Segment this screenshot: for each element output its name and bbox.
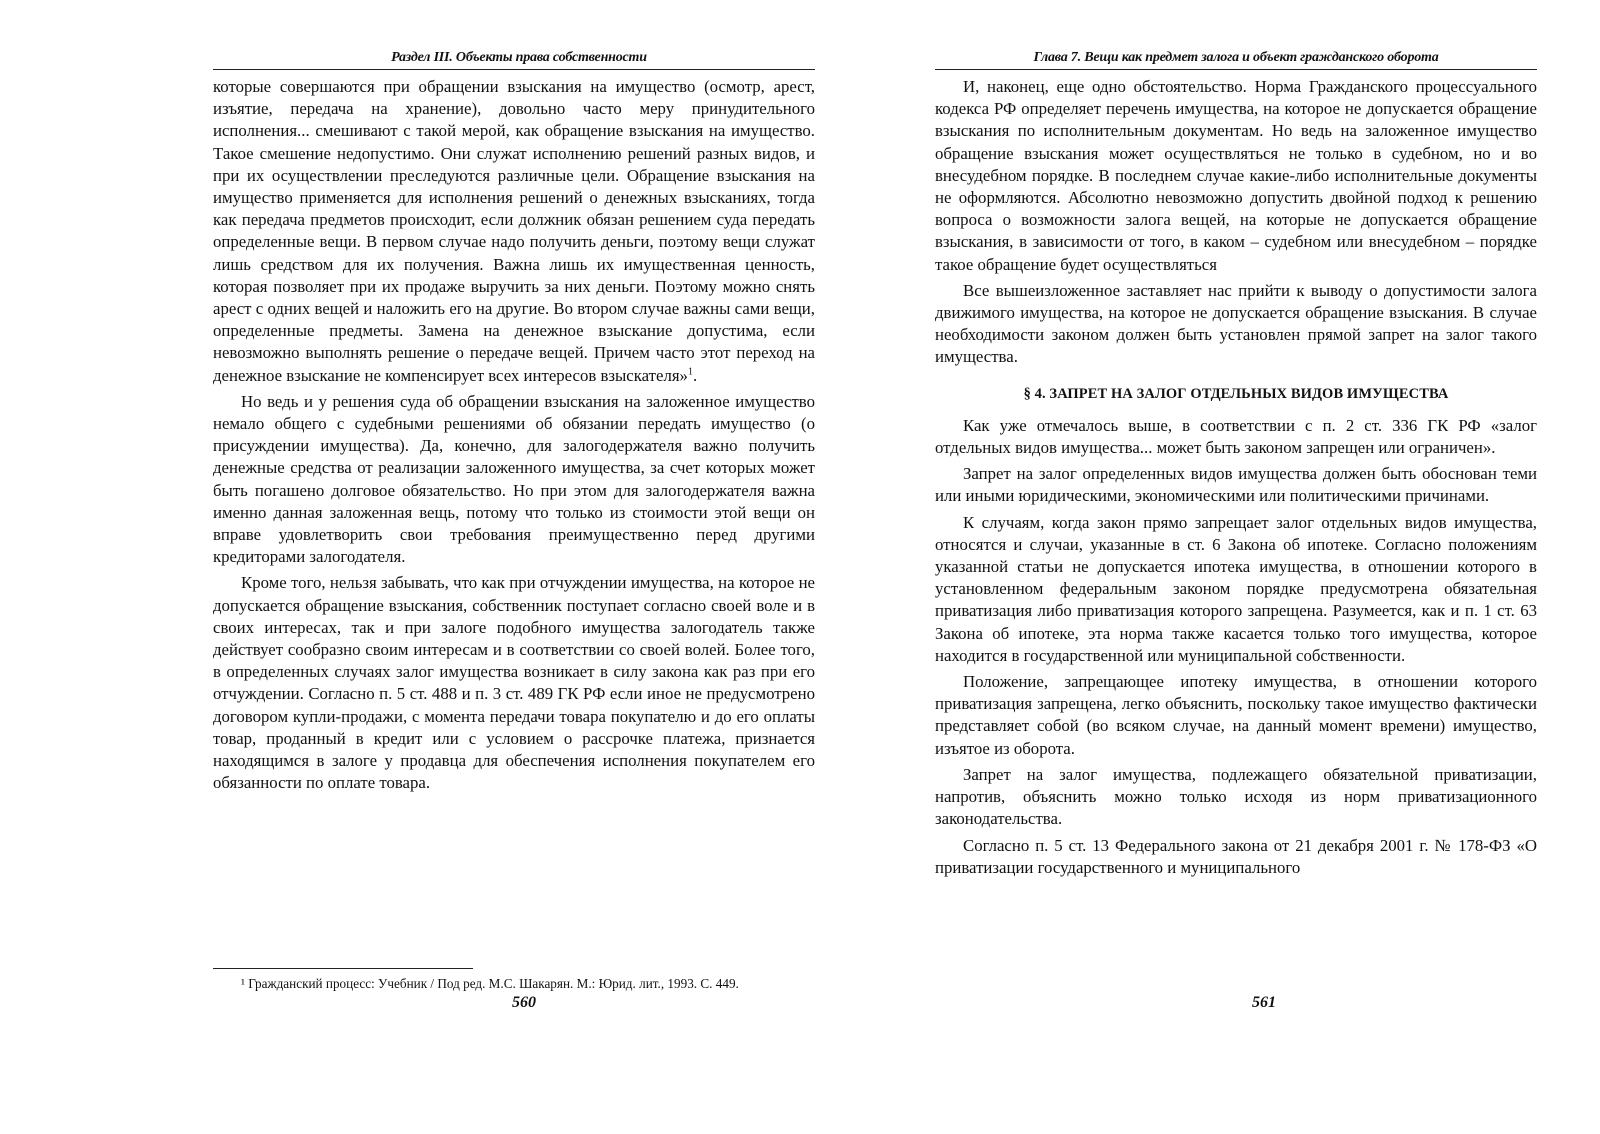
right-paragraph-4: Запрет на залог определенных видов имущества должен быть обоснован теми или иными юридическими, экономическими или политическими причинами. [935,464,1537,506]
right-page-number: 561 [1252,994,1276,1011]
right-paragraph-5: К случаям, когда закон прямо запрещает залог отдельных видов имущества, относятся и случаи, указанные в ст. 6 Закона об ипотеке. Согласно положениям указанной статьи не допускается ипотека имущества, в отношении которого в установленном федеральным законом порядке предусмотрена обязательная приватизация либо приватизация которого запрещена. Разумеется, как и п. 1 ст. 63 Закона об ипотеке, эта норма также касается только того имущества, которое находится в государственной или муниципальной собственности. [935,512,1537,665]
left-paragraph-1-end: . [692,365,698,385]
footnote-rule [213,968,473,969]
right-paragraph-6: Положение, запрещающее ипотеку имущества, в отношении которого приватизация запрещена, легко объяснить, поскольку такое имущество фактически представляет собой (во всяком случае, на данный момент времени) имущество, изъятое из оборота. [935,672,1537,758]
left-running-head: Раздел III. Объекты права собственности [213,50,815,70]
section-heading: § 4. ЗАПРЕТ НА ЗАЛОГ ОТДЕЛЬНЫХ ВИДОВ ИМУЩЕСТВА [1023,385,1449,402]
left-paragraph-1 [213,76,815,387]
right-paragraph-2: Все вышеизложенное заставляет нас прийти к выводу о допустимости залога движимого имущества, на которое не допускается обращение взыскания. В случае необходимости законом должен быть установлен прямой запрет на залог такого имущества. [935,280,1537,367]
right-paragraph-8: Согласно п. 5 ст. 13 Федерального закона от 21 декабря 2001 г. № 178-ФЗ «О приватизации государственного и муниципального [935,835,1537,877]
left-paragraph-2: Но ведь и у решения суда об обращении взыскания на заложенное имущество немало общего с судебными решениями об обязании передать имущество (о присуждении имущества). Да, конечно, для залогодержателя важно получить денежные средства от реализации заложенного имущества, за счет которых может быть погашено долговое обязательство. Но при этом для залогодержателя важна именно данная заложенная вещь, потому что только из стоимости этой вещи он вправе удовлетворить свои требования преимущественно перед другими кредиторами залогодателя. [213,391,815,567]
right-paragraph-1: И, наконец, еще одно обстоятельство. Норма Гражданского процессуального кодекса РФ определяет перечень имущества, на которое не допускается обращение взыскания по исполнительным документам. Но ведь на заложенное имущество обращение взыскания может осуществляться не только в судебном, но и во внесудебном порядке. В последнем случае какие-либо исполнительные документы не оформляются. Абсолютно невозможно допустить двойной подход к решению вопроса о возможности залога вещей, на которые не допускается обращение взыскания, в зависимости от того, в каком – судебном или внесудебном – порядке такое обращение будет осуществляться [935,77,1537,274]
right-body-text [935,76,1537,879]
left-page [213,50,815,1070]
right-paragraph-7: Запрет на залог имущества, подлежащего обязательной приватизации, напротив, объяснить можно только исходя из норм приватизационного законодательства. [935,764,1537,829]
right-page [935,50,1537,1070]
left-body-text [213,76,815,795]
left-paragraph-3: Кроме того, нельзя забывать, что как при отчуждении имущества, на которое не допускается обращение взыскания, собственник поступает согласно своей воле и в своих интересах, так и при залоге подобного имущества залогодатель также действует сообразно своим интересам и в соответствии со своей волей. Более того, в определенных случаях залог имущества возникает в силу закона как раз при его отчуждении. Согласно п. 5 ст. 488 и п. 3 ст. 489 ГК РФ если иное не предусмотрено договором купли-продажи, с момента передачи товара покупателю и до его оплаты товар, проданный в кредит или с условием о рассрочке платежа, признается находящимся в залоге у продавца для обеспечения исполнения покупателем его обязанности по оплате товара. [213,573,815,793]
footnote: ¹ Гражданский процесс: Учебник / Под ред. М.С. Шакарян. М.: Юрид. лит., 1993. С. 449. [241,976,739,991]
left-page-number: 560 [512,994,536,1011]
left-paragraph-1-text: которые совершаются при обращении взыскания на имущество (осмотр, арест, изъятие, передача на хранение), довольно часто меру принудительного исполнения... смешивают с такой мерой, как обращение взыскания на имущество. Такое смешение недопустимо. Они служат исполнению решений разных видов, и при их осуществлении преследуются различные цели. Обращение взыскания на имущество применяется для исполнения решений о денежных взысканиях, тогда как передача предметов происходит, если должник обязан решением суда передать определенные вещи. В первом случае надо получить деньги, поэтому вещи служат лишь средством для их получения. Важна лишь их имущественная ценность, которая позволяет при их продаже выручить за них деньги. Поэтому можно снять арест с одних вещей и наложить его на другие. Во втором случае важны сами вещи, определенные предметы. Замена на денежное взыскание допустима, если невозможно выполнять решение о передаче вещей. Причем часто этот переход на денежное взыскание не компенсирует всех интересов взыскателя» [213,77,815,385]
right-running-head: Глава 7. Вещи как предмет залога и объект гражданского оборота [935,50,1537,70]
footnote-reference[interactable]: 1 [687,366,693,378]
right-paragraph-3: Как уже отмечалось выше, в соответствии с п. 2 ст. 336 ГК РФ «залог отдельных видов имущества... может быть законом запрещен или ограничен». [935,415,1537,458]
